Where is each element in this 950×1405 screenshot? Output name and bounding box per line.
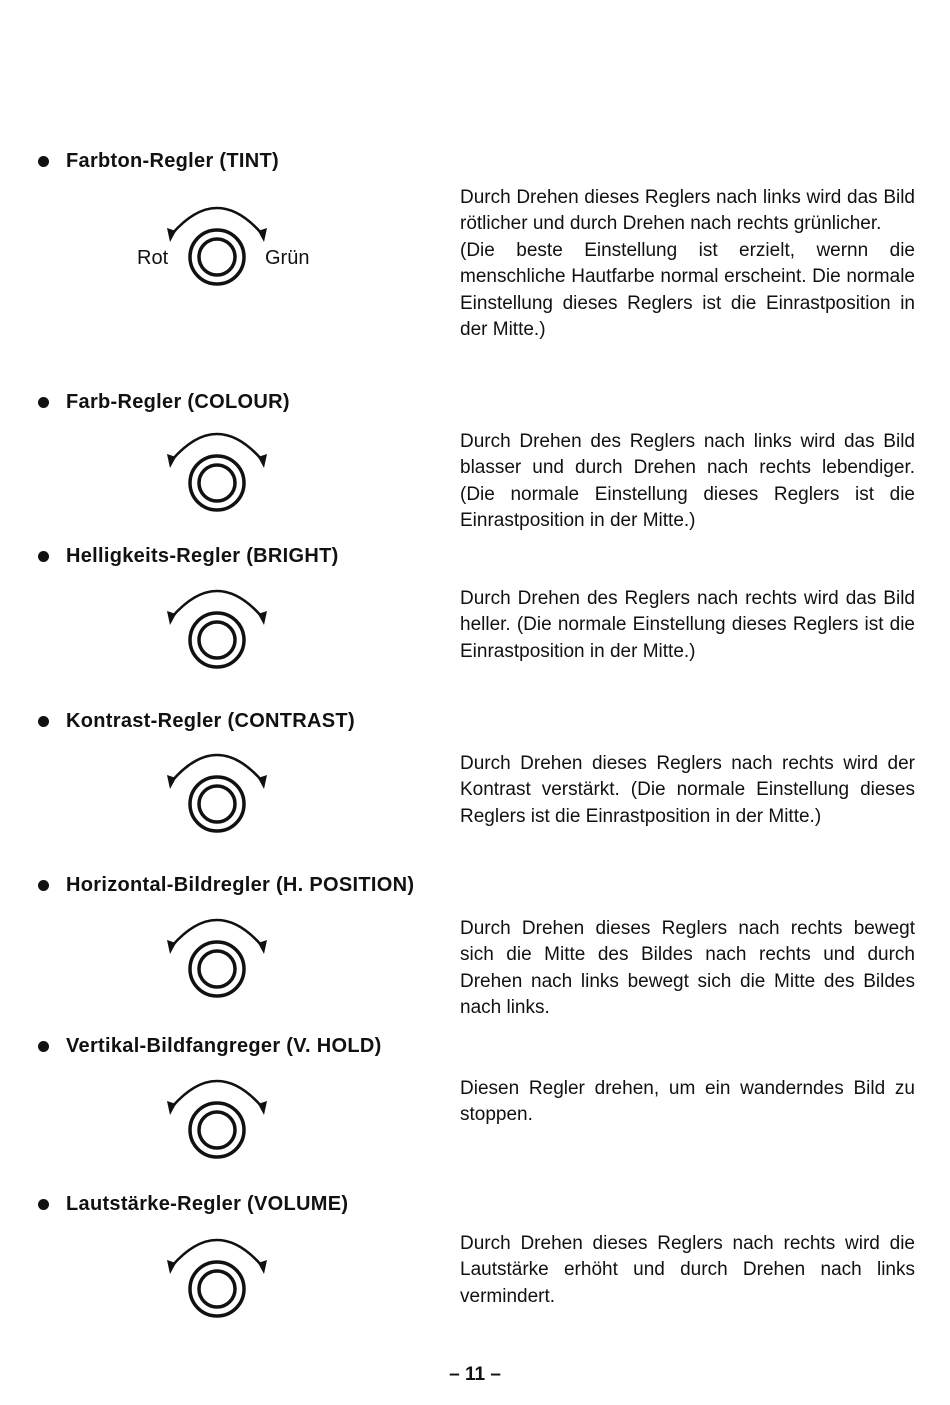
section-description-colour: Durch Drehen des Reglers nach links wird das Bild blasser und durch Drehen nach rechts lebendiger. (Die normale Einstellung dieses Reglers ist die Einrastposition in der Mitte.) xyxy=(460,431,915,532)
colour-knob-icon xyxy=(167,426,267,526)
tint-knob-icon xyxy=(167,200,267,300)
bullet-icon xyxy=(38,1041,49,1052)
bullet-icon xyxy=(38,1199,49,1210)
section-description-tint: Durch Drehen dieses Reglers nach links wird das Bild rötlicher und durch Drehen nach rechts grünlicher. (Die beste Einstellung ist erzielt, wernn die menschliche Hautfarbe normal erscheint. Die normale Einstellung dieses Reglers ist die Einrastposition in der Mitte.) xyxy=(460,187,915,341)
volume-knob-icon xyxy=(167,1232,267,1332)
section-description-bright: Durch Drehen des Reglers nach rechts wird das Bild heller. (Die normale Einstellung dieses Reglers ist die Einrastposition in der Mitte.) xyxy=(460,588,915,662)
section-heading-contrast xyxy=(38,710,355,733)
section-heading-volume xyxy=(38,1193,348,1216)
h-position-knob-icon xyxy=(167,912,267,1012)
section-description-contrast: Durch Drehen dieses Reglers nach rechts wird der Kontrast verstärkt. (Die normale Einstellung dieses Reglers ist die Einrastposition in der Mitte.) xyxy=(460,753,915,827)
heading-text: Kontrast-Regler (CONTRAST) xyxy=(66,710,355,732)
heading-text: Lautstärke-Regler (VOLUME) xyxy=(66,1193,349,1215)
bullet-icon xyxy=(38,551,49,562)
bullet-icon xyxy=(38,880,49,891)
bullet-icon xyxy=(38,397,49,408)
section-description-h-position: Durch Drehen dieses Reglers nach rechts bewegt sich die Mitte des Bildes nach rechts und durch Drehen nach links bewegt sich die Mitte des Bildes nach links. xyxy=(460,918,915,1019)
section-heading-h-position xyxy=(38,874,414,897)
section-heading-v-hold xyxy=(38,1035,382,1058)
page-number: – 11 – xyxy=(449,1364,501,1385)
heading-text: Farbton-Regler (TINT) xyxy=(66,150,279,172)
section-description-v-hold: Diesen Regler drehen, um ein wanderndes Bild zu stoppen. xyxy=(460,1078,915,1126)
label-rot: Rot xyxy=(137,247,169,269)
heading-text: Helligkeits-Regler (BRIGHT) xyxy=(66,545,339,567)
label-gruen: Grün xyxy=(265,247,310,269)
bullet-icon xyxy=(38,156,49,167)
section-heading-colour xyxy=(38,391,290,414)
section-heading-tint xyxy=(38,150,279,173)
v-hold-knob-icon xyxy=(167,1073,267,1173)
heading-text: Horizontal-Bildregler (H. POSITION) xyxy=(66,874,415,896)
heading-text: Farb-Regler (COLOUR) xyxy=(66,391,290,413)
section-description-volume: Durch Drehen dieses Reglers nach rechts wird die Lautstärke erhöht und durch Drehen nach links vermindert. xyxy=(460,1233,915,1307)
bullet-icon xyxy=(38,716,49,727)
heading-text: Vertikal-Bildfangreger (V. HOLD) xyxy=(66,1035,382,1057)
contrast-knob-icon xyxy=(167,747,267,847)
section-heading-bright xyxy=(38,545,339,568)
bright-knob-icon xyxy=(167,583,267,683)
